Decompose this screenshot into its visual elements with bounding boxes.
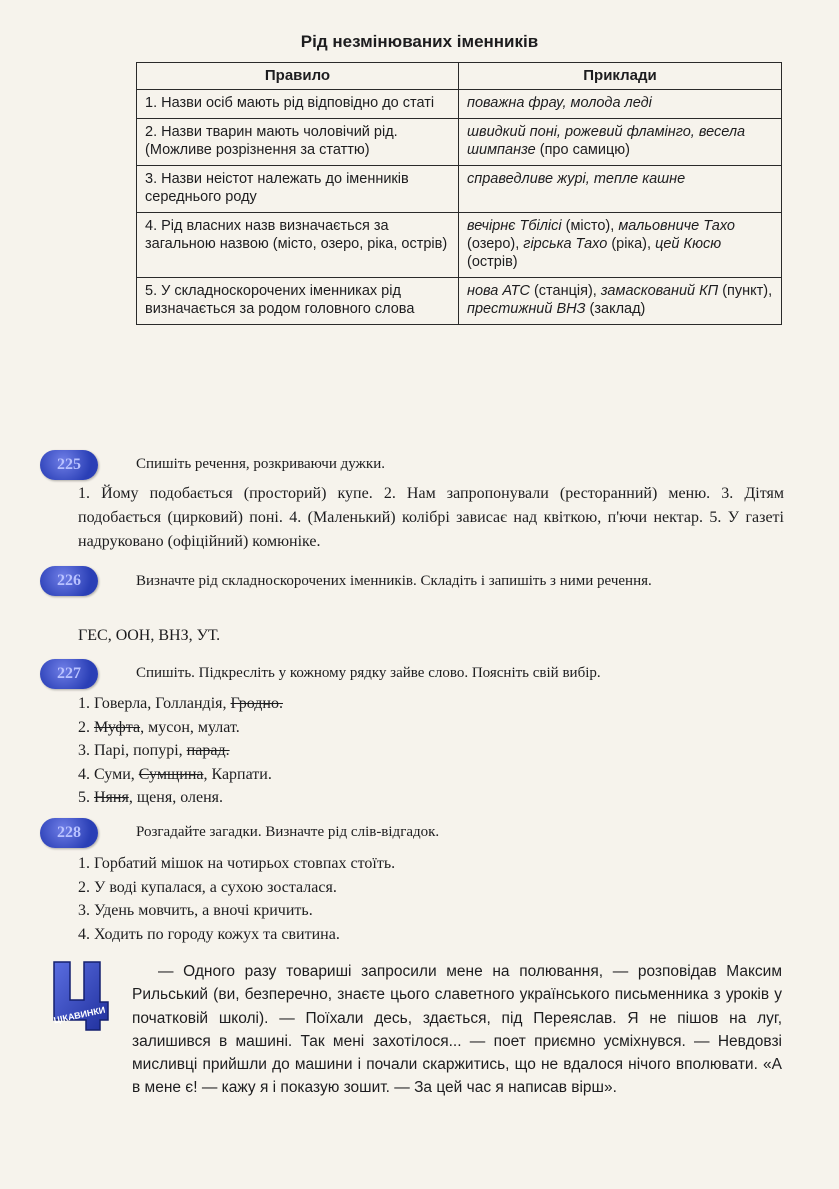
exercise-text: ГЕС, ООН, ВНЗ, УТ. <box>78 627 221 644</box>
exercise-text: 1. Йому подобається (просторий) купе. 2. Нам запропонували (ресторанний) меню. 3. Дітям подобається (цирковий) поні. 4. (Маленький) колібрі зависає над квіткою, п'ючи нектар. 5. У газеті надруковано (офіційний) комюніке. <box>78 485 784 550</box>
rule-cell: 3. Назви неістот належать до іменників середнього роду <box>137 166 459 213</box>
exercise-task: Визначте рід складноскорочених іменників. Складіть і запишіть з ними речення. <box>136 573 652 589</box>
list-text: , мусон, мулат. <box>140 718 240 736</box>
exercise-task: Спишіть. Підкресліть у кожному рядку зайве слово. Поясніть свій вибір. <box>136 665 601 681</box>
list-text: , Карпати. <box>203 765 272 783</box>
column-header-rule: Правило <box>137 63 459 90</box>
list-item: 1. Горбатий мішок на чотирьох стовпах стоїть. <box>78 855 396 872</box>
crossed-word: парад. <box>186 742 230 759</box>
example-segment: швидкий поні, рожевий фламінго, весела шимпанзе <box>467 124 746 158</box>
list-item <box>78 716 283 740</box>
list-text: 1. Говерла, Голландія, <box>78 695 231 712</box>
example-segment: (заклад) <box>585 301 646 317</box>
examples-cell <box>459 213 782 278</box>
story-text <box>132 960 782 1100</box>
rule-cell: 2. Назви тварин мають чоловічий рід. (Можливе розрізнення за статтю) <box>137 119 459 166</box>
svg-text:ЦІКАВИНКИ: ЦІКАВИНКИ <box>52 1004 107 1026</box>
exercise-number-badge: 228 <box>40 818 98 848</box>
examples-cell <box>459 90 782 119</box>
crossed-word: Муфта <box>94 718 141 736</box>
examples-cell <box>459 278 782 325</box>
list-item: 3. Удень мовчить, а вночі кричить. <box>78 902 313 919</box>
example-segment: (пункт), <box>718 283 773 299</box>
example-segment: (місто), <box>561 218 619 234</box>
list-item <box>78 739 283 763</box>
table-row <box>137 278 782 325</box>
list-item: 2. У воді купалася, а сухою зосталася. <box>78 878 337 896</box>
exercise-task: Спишіть речення, розкриваючи дужки. <box>136 456 385 472</box>
list-item <box>78 692 283 716</box>
example-segment: нова АТС <box>467 283 530 299</box>
example-segment: (озеро), <box>467 236 524 252</box>
exercise-task: Розгадайте загадки. Визначте рід слів-відгадок. <box>136 824 440 840</box>
table-title: Рід незмінюваних іменників <box>300 32 539 51</box>
example-segment: мальовниче Тахо <box>618 218 736 234</box>
examples-cell <box>459 119 782 166</box>
exercise-list <box>78 692 283 810</box>
gender-rules-table <box>136 62 782 325</box>
example-segment: справедливе журі, тепле кашне <box>467 171 686 187</box>
crossed-word: Сумщина <box>138 765 204 783</box>
column-header-examples: Приклади <box>459 63 782 90</box>
example-segment: (острів) <box>467 254 518 270</box>
example-segment: поважна фрау, молода леді <box>467 95 652 111</box>
list-text: 5. <box>78 789 94 806</box>
example-segment: цей Кюсю <box>655 236 722 252</box>
examples-cell <box>459 166 782 213</box>
list-text: , щеня, оленя. <box>128 789 223 806</box>
story-paragraph: — Одного разу товариші запросили мене на полювання, — розповідав Максим Рильський (ви, безперечно, знаєте цього славетного українського письменника з уроків у початковій школі). — Поїхали десь, здається, під Переяслав. Я не пішов на луг, залишився в машині. Так мені захотілося... — поет приємно усміхнувся. — Невдовзі мисливці прийшли до машини і почали скаржитись, що не вдалося нічого вполювати. «А в мене є! — кажу я і показую зошит. — За цей час я написав вірш». <box>132 963 782 1097</box>
exercise-list <box>78 852 395 946</box>
table-row <box>137 166 782 213</box>
list-item: 4. Ходить по городу кожух та свитина. <box>78 925 340 943</box>
exercise-number-badge: 227 <box>40 659 98 689</box>
exercise-number-badge: 226 <box>40 566 98 596</box>
table-header-row <box>137 63 782 90</box>
example-segment: вечірнє Тбілісі <box>467 218 562 234</box>
rule-cell: 4. Рід власних назв визначається за загальною назвою (місто, озеро, ріка, острів) <box>137 213 459 278</box>
list-item <box>78 763 283 787</box>
rule-cell: 5. У складноскорочених іменниках рід визначається за родом головного слова <box>137 278 459 325</box>
crossed-word: Няня <box>94 789 129 806</box>
crossed-word: Гродно. <box>230 695 283 712</box>
tsikavynky-logo-icon <box>40 958 120 1038</box>
rule-cell: 1. Назви осіб мають рід відповідно до статі <box>137 90 459 119</box>
list-text: 3. Парі, попурі, <box>78 742 187 759</box>
example-segment: (про самицю) <box>535 142 630 158</box>
example-segment: (ріка), <box>607 236 656 252</box>
table-row <box>137 213 782 278</box>
list-text: 2. <box>78 718 94 736</box>
example-segment: замаскований КП <box>600 283 719 299</box>
example-segment: (станція), <box>529 283 601 299</box>
list-text: 4. Суми, <box>78 765 139 783</box>
example-segment: престижний ВНЗ <box>467 301 586 317</box>
list-item <box>78 786 283 810</box>
table-row <box>137 119 782 166</box>
exercise-number-badge: 225 <box>40 450 98 480</box>
example-segment: гірська Тахо <box>523 236 608 252</box>
table-row <box>137 90 782 119</box>
